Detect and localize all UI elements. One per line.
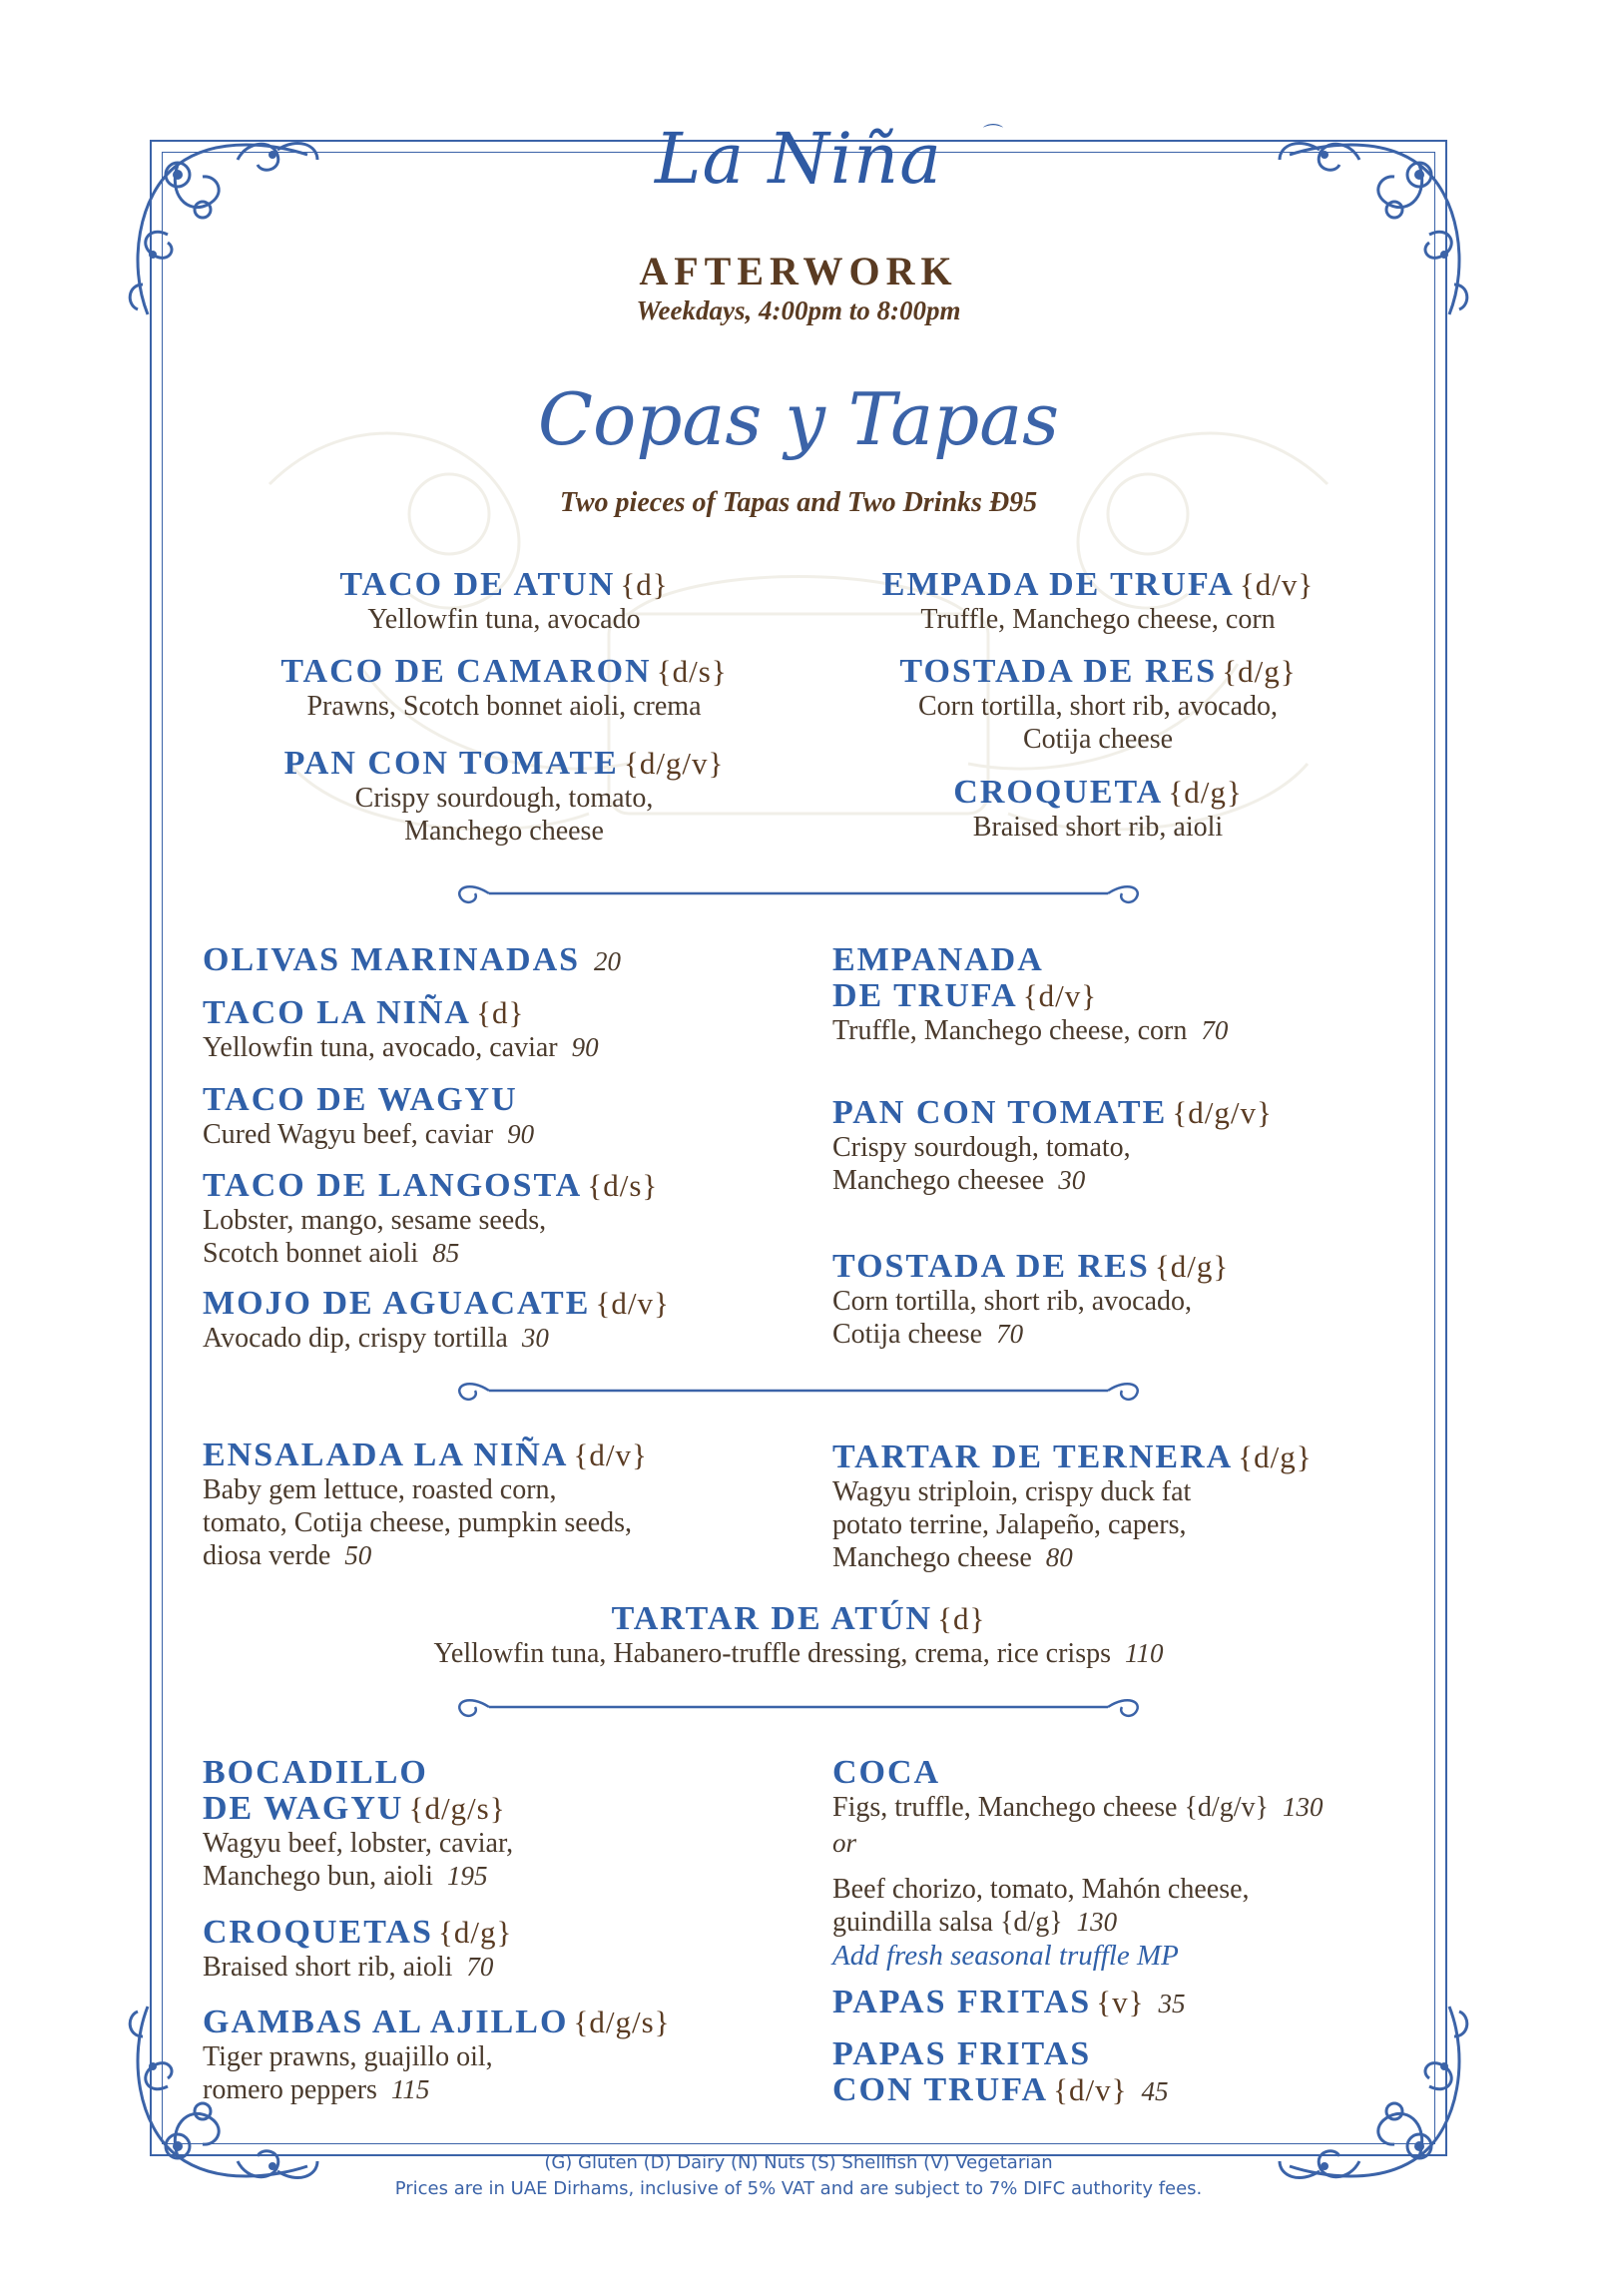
item-tag: {d}: [620, 567, 669, 602]
copas-y-tapas-title: Copas y Tapas: [537, 377, 1060, 461]
item-price: 90: [571, 1032, 599, 1062]
item-price: 20: [594, 946, 622, 976]
item-desc: Yellowfin tuna, avocado, caviar: [203, 1032, 558, 1063]
menu-item-featured: [200, 1601, 1397, 1670]
item-tag: {d/g}: [437, 1915, 513, 1950]
menu-title: AFTERWORK: [639, 249, 958, 293]
item-tag: {d/v}: [595, 1286, 670, 1321]
copas-item: [205, 654, 803, 723]
item-tag: {v}: [1096, 1985, 1145, 2019]
item-tag: {d/g}: [1168, 775, 1243, 810]
item-price: 80: [1045, 1542, 1073, 1572]
item-tag: {d/v}: [1022, 978, 1098, 1013]
item-desc: Truffle, Manchego cheese, corn: [920, 604, 1276, 635]
item-price: 70: [1201, 1015, 1229, 1045]
copas-item: [205, 746, 803, 848]
menu-item: [203, 1082, 534, 1151]
item-desc: Prawns, Scotch bonnet aioli, crema: [306, 691, 702, 722]
item-price: 30: [1058, 1165, 1086, 1195]
menu-item: [832, 942, 1228, 1047]
bird-icon: ⌒: [983, 122, 1003, 146]
item-desc: diosa verde: [203, 1540, 331, 1571]
copas-subtitle: Two pieces of Tapas and Two Drinks Đ95: [559, 487, 1038, 518]
item-name: TACO DE LANGOSTA: [203, 1167, 583, 1204]
item-desc: romero peppers: [203, 2074, 377, 2105]
allergen-legend: (G) Gluten (D) Dairy (N) Nuts (S) Shellfish (V) Vegetarian: [544, 2152, 1053, 2173]
menu-item-coca: [832, 1755, 1323, 1973]
item-price: 130: [1076, 1907, 1118, 1937]
item-tag: {d/g/v}: [623, 746, 725, 781]
item-price: 35: [1158, 1989, 1186, 2018]
item-desc: Cotija cheese: [832, 1319, 983, 1350]
item-price: 90: [507, 1119, 535, 1149]
menu-item: [203, 1915, 512, 1984]
item-name: OLIVAS MARINADAS: [203, 941, 581, 978]
item-desc: Corn tortilla, short rib, avocado,: [917, 691, 1279, 722]
item-price: 30: [521, 1323, 549, 1353]
menu-item: [203, 1168, 658, 1270]
item-name: TOSTADA DE RES: [832, 1248, 1150, 1285]
or-label: or: [832, 1828, 857, 1858]
copas-item: [798, 654, 1397, 756]
item-tag: {d}: [476, 995, 525, 1030]
item-tag: {d/v}: [1239, 567, 1315, 602]
item-desc: Wagyu beef, lobster, caviar,: [203, 1828, 514, 1859]
item-desc: Beef chorizo, tomato, Mahón cheese,: [832, 1874, 1250, 1905]
item-tag: {d/s}: [656, 654, 728, 689]
item-tag: {d/g}: [1238, 1439, 1313, 1474]
item-name: TOSTADA DE RES: [899, 653, 1218, 690]
item-desc: Avocado dip, crispy tortilla: [203, 1323, 508, 1354]
item-price: 70: [466, 1952, 494, 1982]
item-desc: Baby gem lettuce, roasted corn,: [203, 1474, 557, 1505]
item-tag: {d/g}: [1154, 1249, 1230, 1284]
item-name: PAPAS FRITAS: [832, 1984, 1092, 2020]
item-desc: Cured Wagyu beef, caviar: [203, 1119, 494, 1150]
item-tag: {d}: [937, 1601, 986, 1636]
item-desc: Truffle, Manchego cheese, corn: [832, 1015, 1188, 1046]
item-desc: Braised short rib, aioli: [203, 1952, 453, 1983]
item-tag: {d/v}: [1053, 2072, 1128, 2107]
item-tag: {d/g/v}: [1172, 1095, 1273, 1130]
item-name: TARTAR DE ATÚN: [611, 1600, 933, 1637]
item-price: 70: [996, 1319, 1024, 1349]
item-tag: {d/g/s}: [408, 1791, 506, 1826]
item-name: TARTAR DE TERNERA: [832, 1438, 1234, 1475]
menu-item: [203, 942, 621, 978]
item-price: 195: [446, 1861, 488, 1891]
brand-logo: La Niña: [655, 118, 942, 200]
item-desc: Lobster, mango, sesame seeds,: [203, 1205, 547, 1236]
item-name: TACO DE ATUN: [339, 566, 616, 603]
item-desc: Manchego cheese: [404, 816, 604, 847]
item-desc: Manchego cheese: [832, 1542, 1032, 1573]
item-price: 110: [1125, 1638, 1164, 1668]
item-desc: Braised short rib, aioli: [972, 812, 1224, 843]
copas-item: [205, 567, 803, 636]
item-desc: Yellowfin tuna, avocado: [367, 604, 641, 635]
item-desc: Figs, truffle, Manchego cheese {d/g/v}: [832, 1792, 1269, 1823]
item-tag: {d/g/s}: [573, 2005, 671, 2039]
menu-item: [832, 1095, 1273, 1197]
item-name: PAN CON TOMATE: [832, 1094, 1168, 1131]
item-name: CROQUETAS: [203, 1914, 433, 1951]
menu-item: [203, 995, 599, 1064]
copas-item: [798, 775, 1397, 844]
item-tag: {d/v}: [573, 1437, 648, 1472]
item-price: 45: [1141, 2076, 1169, 2106]
menu-item: [203, 1755, 513, 1893]
item-price: 115: [390, 2074, 430, 2104]
item-desc: Manchego cheesee: [832, 1165, 1045, 1196]
item-desc: Corn tortilla, short rib, avocado,: [832, 1286, 1193, 1317]
menu-item: [832, 1249, 1229, 1351]
item-desc: guindilla salsa {d/g}: [832, 1907, 1063, 1938]
item-name: TACO LA NIÑA: [203, 994, 471, 1031]
item-name: EMPANADA: [832, 941, 1044, 978]
item-name: EMPADA DE TRUFA: [881, 566, 1235, 603]
item-name: PAPAS FRITAS: [832, 2035, 1092, 2072]
menu-item: [832, 1985, 1186, 2020]
item-desc: Scotch bonnet aioli: [203, 1238, 419, 1269]
pricing-note: Prices are in UAE Dirhams, inclusive of 5% VAT and are subject to 7% DIFC authority fees.: [394, 2178, 1203, 2199]
menu-hours: Weekdays, 4:00pm to 8:00pm: [636, 295, 961, 325]
item-tag: {d/g}: [1222, 654, 1297, 689]
item-name: DE WAGYU: [203, 1790, 404, 1827]
item-desc: Yellowfin tuna, Habanero-truffle dressing, crema, rice crisps: [433, 1638, 1112, 1669]
item-name: PAN CON TOMATE: [283, 745, 619, 782]
menu-item: [203, 2005, 671, 2106]
item-desc: Manchego bun, aioli: [203, 1861, 433, 1892]
menu-item: [203, 1437, 648, 1572]
item-desc: Crispy sourdough, tomato,: [832, 1132, 1131, 1163]
section-divider: [449, 878, 1148, 908]
menu-item: [832, 2036, 1169, 2108]
section-divider: [449, 1376, 1148, 1406]
item-desc: Crispy sourdough, tomato,: [354, 783, 654, 814]
item-name: TACO DE CAMARON: [280, 653, 652, 690]
item-desc: Wagyu striploin, crispy duck fat: [832, 1476, 1192, 1507]
item-desc: potato terrine, Jalapeño, capers,: [832, 1509, 1187, 1540]
menu-item: [832, 1439, 1313, 1574]
copas-item: [798, 567, 1397, 636]
item-name: GAMBAS AL AJILLO: [203, 2004, 569, 2040]
item-price: 85: [432, 1238, 460, 1268]
item-desc: Cotija cheese: [1022, 724, 1174, 755]
item-price: 130: [1282, 1792, 1324, 1822]
item-name: DE TRUFA: [832, 977, 1018, 1014]
item-price: 50: [344, 1540, 372, 1570]
item-desc: Tiger prawns, guajillo oil,: [203, 2041, 493, 2072]
item-name: BOCADILLO: [203, 1754, 428, 1791]
menu-item: [203, 1286, 670, 1355]
item-desc: tomato, Cotija cheese, pumpkin seeds,: [203, 1507, 633, 1538]
item-name: MOJO DE AGUACATE: [203, 1285, 591, 1322]
item-name: TACO DE WAGYU: [203, 1081, 518, 1118]
item-name: CROQUETA: [953, 774, 1164, 811]
item-name: ENSALADA LA NIÑA: [203, 1436, 569, 1473]
item-tag: {d/s}: [587, 1168, 659, 1203]
item-name: CON TRUFA: [832, 2071, 1049, 2108]
section-divider: [449, 1692, 1148, 1722]
item-name: COCA: [832, 1754, 941, 1791]
truffle-note: Add fresh seasonal truffle MP: [832, 1940, 1179, 1972]
